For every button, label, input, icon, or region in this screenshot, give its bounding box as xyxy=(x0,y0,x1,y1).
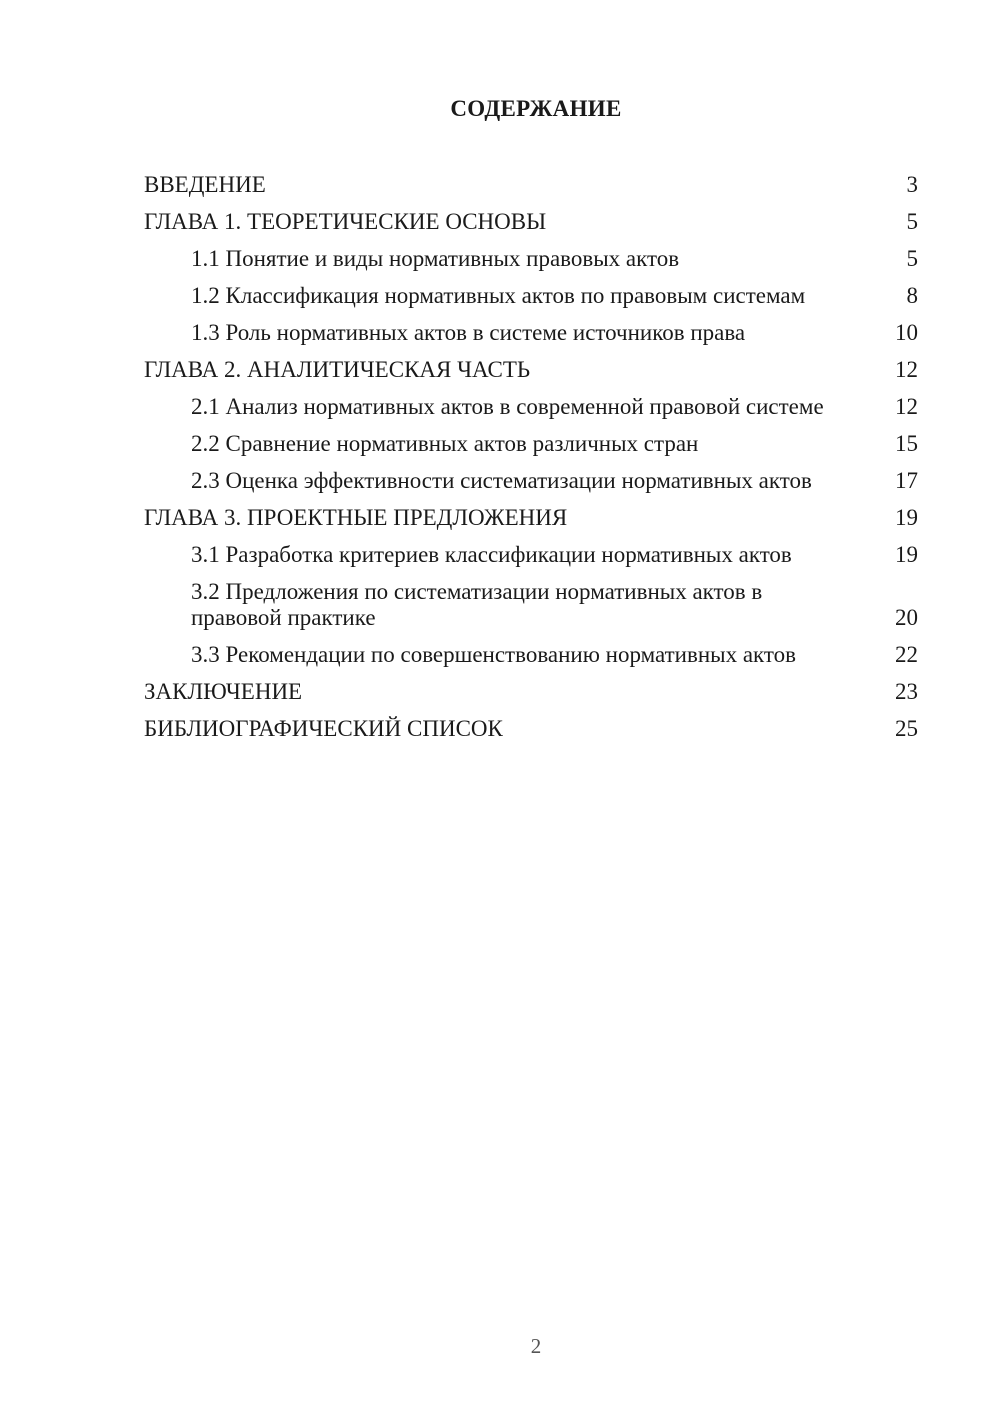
toc-entry-page: 19 xyxy=(895,505,918,530)
toc-entry[interactable] xyxy=(144,353,918,390)
toc-entry-title: ВВЕДЕНИЕ xyxy=(144,172,266,197)
toc-entry-page: 12 xyxy=(895,357,918,382)
toc-entry-title: 2.1 Анализ нормативных актов в современной правовой системе xyxy=(191,394,824,419)
toc-entry-page: 22 xyxy=(895,642,918,667)
toc-entry[interactable] xyxy=(144,712,918,749)
toc-entry-title: ГЛАВА 1. ТЕОРЕТИЧЕСКИЕ ОСНОВЫ xyxy=(144,209,547,234)
toc-entry[interactable] xyxy=(144,675,918,712)
toc-entry-page: 20 xyxy=(895,605,918,630)
toc-entry-page: 17 xyxy=(895,468,918,493)
page-number: 2 xyxy=(530,1334,542,1358)
toc-entry-page: 19 xyxy=(895,542,918,567)
toc-entry[interactable] xyxy=(144,538,918,575)
toc-entry-page: 5 xyxy=(906,209,918,234)
toc-entry[interactable] xyxy=(144,316,918,353)
toc-entry[interactable] xyxy=(144,168,918,205)
toc-entry[interactable] xyxy=(144,501,918,538)
toc-entry[interactable] xyxy=(144,638,918,675)
toc-entry-page: 8 xyxy=(906,283,918,308)
toc-entry[interactable] xyxy=(144,575,918,638)
toc-entry-title: ГЛАВА 2. АНАЛИТИЧЕСКАЯ ЧАСТЬ xyxy=(144,357,531,382)
toc-entry-page: 12 xyxy=(895,394,918,419)
toc-entry-title: 3.2 Предложения по систематизации нормативных актов в правовой практике xyxy=(191,579,763,630)
toc-entry[interactable] xyxy=(144,279,918,316)
toc-entry[interactable] xyxy=(144,427,918,464)
toc-entry-title: 1.3 Роль нормативных актов в системе источников права xyxy=(191,320,746,345)
toc-entry-title: 1.1 Понятие и виды нормативных правовых актов xyxy=(191,246,680,271)
toc-entry-page: 10 xyxy=(895,320,918,345)
toc-entry-title: ЗАКЛЮЧЕНИЕ xyxy=(144,679,303,704)
toc-entry-title: 2.3 Оценка эффективности систематизации нормативных актов xyxy=(191,468,812,493)
page-title: СОДЕРЖАНИЕ xyxy=(450,96,622,121)
toc-entry-page: 23 xyxy=(895,679,918,704)
toc-entry-title: 3.1 Разработка критериев классификации нормативных актов xyxy=(191,542,792,567)
toc-entry[interactable] xyxy=(144,242,918,279)
toc-entry-page: 3 xyxy=(906,172,918,197)
toc-entry-page: 25 xyxy=(895,716,918,741)
table-of-contents xyxy=(144,168,918,749)
toc-entry[interactable] xyxy=(144,205,918,242)
toc-entry-title: 2.2 Сравнение нормативных актов различных стран xyxy=(191,431,699,456)
toc-entry-title: ГЛАВА 3. ПРОЕКТНЫЕ ПРЕДЛОЖЕНИЯ xyxy=(144,505,568,530)
toc-entry-page: 15 xyxy=(895,431,918,456)
toc-entry[interactable] xyxy=(144,390,918,427)
toc-entry-page: 5 xyxy=(906,246,918,271)
toc-entry-title: БИБЛИОГРАФИЧЕСКИЙ СПИСОК xyxy=(144,716,503,741)
toc-entry-title: 3.3 Рекомендации по совершенствованию нормативных актов xyxy=(191,642,797,667)
toc-entry[interactable] xyxy=(144,464,918,501)
toc-entry-title: 1.2 Классификация нормативных актов по правовым системам xyxy=(191,283,806,308)
